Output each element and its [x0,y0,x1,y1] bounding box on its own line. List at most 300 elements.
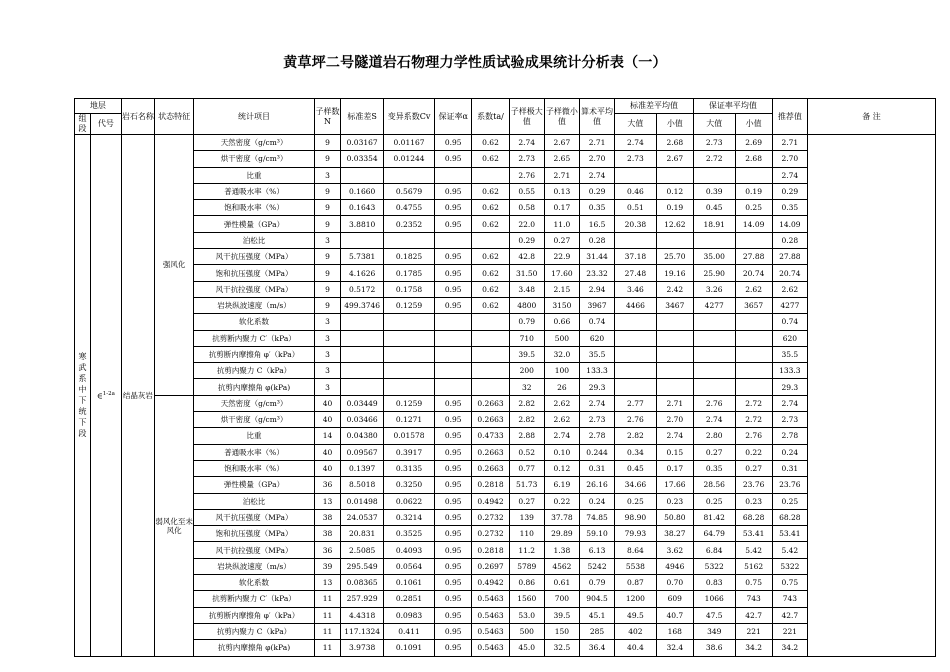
guarantee-rate-cell: 0.95 [435,135,472,151]
stat-item-cell: 天然密度（g/cm³） [194,135,314,151]
sub-min-cell: 500 [544,330,579,346]
sub-count-cell: 40 [314,395,341,411]
coef-ta-cell: 0.62 [472,249,509,265]
std-mean-big-cell: 2.76 [615,412,657,428]
sub-min-cell: 0.61 [544,575,579,591]
cv-cell: 0.1091 [383,640,434,656]
guar-mean-big-cell: 2.72 [693,151,735,167]
std-mean-big-cell: 2.73 [615,151,657,167]
sub-max-cell: 32 [509,379,544,395]
std-mean-big-cell: 5538 [615,558,657,574]
table-row [75,330,936,346]
sub-min-cell: 2.15 [544,281,579,297]
recommended-cell: 29.3 [772,379,807,395]
stat-item-cell: 饱和吸水率（%） [194,200,314,216]
coef-ta-cell [472,232,509,248]
std-mean-big-cell [615,363,657,379]
sub-min-cell: 3150 [544,297,579,313]
cv-cell [383,314,434,330]
std-dev-cell: 0.08365 [341,575,384,591]
guarantee-rate-cell: 0.95 [435,591,472,607]
stat-item-cell: 弹性模量（GPa） [194,477,314,493]
code-cell [90,135,121,657]
cv-cell: 0.2851 [383,591,434,607]
sub-count-cell: 9 [314,249,341,265]
arith-mean-cell: 5242 [579,558,614,574]
stat-item-cell: 抗剪断内聚力 C′（kPa） [194,330,314,346]
std-dev-cell: 0.09567 [341,444,384,460]
sub-count-cell: 11 [314,607,341,623]
sub-max-cell: 0.79 [509,314,544,330]
recommended-cell: 27.88 [772,249,807,265]
arith-mean-cell: 0.74 [579,314,614,330]
sub-count-cell: 9 [314,265,341,281]
stat-item-cell: 比重 [194,428,314,444]
sub-max-cell: 51.73 [509,477,544,493]
guar-mean-small-cell: 2.76 [735,428,772,444]
std-mean-small-cell: 168 [656,623,693,639]
table-row [75,542,936,558]
guar-mean-big-cell: 47.5 [693,607,735,623]
coef-ta-cell [472,167,509,183]
cv-cell: 0.3250 [383,477,434,493]
sub-min-cell: 11.0 [544,216,579,232]
sub-max-cell: 2.76 [509,167,544,183]
sub-count-cell: 9 [314,297,341,313]
std-mean-big-cell: 37.18 [615,249,657,265]
std-mean-big-cell [615,314,657,330]
recommended-cell: 743 [772,591,807,607]
std-mean-big-cell: 2.74 [615,135,657,151]
std-mean-small-cell: 0.23 [656,493,693,509]
guar-mean-small-cell: 5.42 [735,542,772,558]
header-coef-ta: 系数ta/ [472,99,509,135]
table-row [75,591,936,607]
coef-ta-cell: 0.62 [472,183,509,199]
coef-ta-cell: 0.2732 [472,509,509,525]
std-mean-big-cell: 0.45 [615,460,657,476]
std-mean-small-cell: 0.15 [656,444,693,460]
coef-ta-cell: 0.62 [472,216,509,232]
coef-ta-cell [472,330,509,346]
recommended-cell: 2.70 [772,151,807,167]
std-mean-small-cell [656,314,693,330]
cv-cell: 0.411 [383,623,434,639]
std-mean-big-cell: 8.64 [615,542,657,558]
coef-ta-cell [472,379,509,395]
sub-count-cell: 9 [314,151,341,167]
header-arith-mean: 算术平均值 [579,99,614,135]
coef-ta-cell: 0.62 [472,151,509,167]
guar-mean-big-cell: 0.83 [693,575,735,591]
recommended-cell: 2.62 [772,281,807,297]
std-mean-big-cell [615,346,657,362]
recommended-cell: 20.74 [772,265,807,281]
header-group: 组段 [75,114,91,135]
sub-min-cell: 2.65 [544,151,579,167]
std-mean-big-cell: 0.46 [615,183,657,199]
sub-max-cell: 500 [509,623,544,639]
cv-cell: 0.1061 [383,575,434,591]
std-mean-small-cell [656,167,693,183]
guarantee-rate-cell: 0.95 [435,493,472,509]
cv-cell [383,330,434,346]
std-mean-big-cell: 40.4 [615,640,657,656]
cv-cell: 0.3525 [383,526,434,542]
code-superscript: a [111,390,115,397]
sub-count-cell: 9 [314,183,341,199]
recommended-cell: 2.78 [772,428,807,444]
cv-cell: 0.0564 [383,558,434,574]
sub-min-cell: 17.60 [544,265,579,281]
coef-ta-cell: 0.5463 [472,607,509,623]
stat-item-cell: 饱和吸水率（%） [194,460,314,476]
stat-item-cell: 比重 [194,167,314,183]
recommended-cell: 0.31 [772,460,807,476]
guar-mean-big-cell: 1066 [693,591,735,607]
guar-mean-big-cell: 5322 [693,558,735,574]
sub-count-cell: 3 [314,314,341,330]
guar-mean-big-cell: 2.74 [693,412,735,428]
header-guarantee-rate: 保证率α [435,99,472,135]
guar-mean-small-cell: 14.09 [735,216,772,232]
guar-mean-big-cell: 0.35 [693,460,735,476]
cv-cell: 0.1758 [383,281,434,297]
guarantee-rate-cell: 0.95 [435,200,472,216]
cv-cell: 0.0983 [383,607,434,623]
guarantee-rate-cell: 0.95 [435,281,472,297]
std-mean-small-cell [656,330,693,346]
guarantee-rate-cell: 0.95 [435,428,472,444]
stat-item-cell: 抗剪内聚力 C（kPa） [194,363,314,379]
stat-item-cell: 抗剪断内聚力 C′（kPa） [194,591,314,607]
guarantee-rate-cell [435,346,472,362]
guar-mean-big-cell [693,232,735,248]
table-row [75,558,936,574]
coef-ta-cell: 0.2697 [472,558,509,574]
arith-mean-cell: 16.5 [579,216,614,232]
std-dev-cell: 0.5172 [341,281,384,297]
guar-mean-small-cell [735,314,772,330]
cv-cell: 0.01244 [383,151,434,167]
coef-ta-cell: 0.62 [472,200,509,216]
std-mean-big-cell: 2.82 [615,428,657,444]
sub-count-cell: 3 [314,346,341,362]
sub-max-cell: 2.82 [509,395,544,411]
coef-ta-cell: 0.4942 [472,575,509,591]
std-mean-small-cell: 3.62 [656,542,693,558]
guar-mean-big-cell: 0.27 [693,444,735,460]
guar-mean-small-cell: 221 [735,623,772,639]
header-guar-big: 大值 [693,114,735,135]
sub-max-cell: 2.73 [509,151,544,167]
std-mean-small-cell [656,232,693,248]
coef-ta-cell: 0.62 [472,281,509,297]
recommended-cell: 42.7 [772,607,807,623]
sub-count-cell: 9 [314,135,341,151]
std-dev-cell [341,379,384,395]
std-mean-big-cell: 1200 [615,591,657,607]
arith-mean-cell: 2.74 [579,395,614,411]
std-mean-small-cell: 609 [656,591,693,607]
sub-count-cell: 38 [314,526,341,542]
arith-mean-cell: 3967 [579,297,614,313]
guar-mean-small-cell: 0.25 [735,200,772,216]
recommended-cell: 53.41 [772,526,807,542]
cv-cell: 0.3917 [383,444,434,460]
coef-ta-cell: 0.2818 [472,477,509,493]
guarantee-rate-cell: 0.95 [435,265,472,281]
arith-mean-cell: 133.3 [579,363,614,379]
guar-mean-big-cell [693,167,735,183]
stat-item-cell: 弹性模量（GPa） [194,216,314,232]
std-dev-cell: 0.04380 [341,428,384,444]
std-mean-big-cell: 2.77 [615,395,657,411]
guar-mean-big-cell [693,330,735,346]
arith-mean-cell: 2.73 [579,412,614,428]
guar-mean-small-cell: 42.7 [735,607,772,623]
coef-ta-cell: 0.2663 [472,444,509,460]
std-dev-cell [341,314,384,330]
arith-mean-cell: 0.28 [579,232,614,248]
sub-count-cell: 9 [314,216,341,232]
guar-mean-small-cell: 34.2 [735,640,772,656]
sub-max-cell: 139 [509,509,544,525]
guar-mean-big-cell [693,363,735,379]
recommended-cell: 0.25 [772,493,807,509]
guar-mean-small-cell [735,379,772,395]
table-row [75,363,936,379]
guarantee-rate-cell: 0.95 [435,395,472,411]
sub-count-cell: 9 [314,200,341,216]
std-mean-big-cell: 0.87 [615,575,657,591]
stat-item-cell: 抗剪内摩擦角 φ(kPa) [194,640,314,656]
guar-mean-big-cell: 28.56 [693,477,735,493]
coef-ta-cell: 0.62 [472,135,509,151]
table-row [75,477,936,493]
table-row [75,297,936,313]
sub-max-cell: 42.8 [509,249,544,265]
std-dev-cell [341,363,384,379]
coef-ta-cell [472,314,509,330]
guar-mean-small-cell: 20.74 [735,265,772,281]
sub-max-cell: 0.29 [509,232,544,248]
coef-ta-cell: 0.62 [472,265,509,281]
std-dev-cell [341,330,384,346]
sub-min-cell: 100 [544,363,579,379]
guarantee-rate-cell: 0.95 [435,623,472,639]
header-code: 代号 [90,114,121,135]
statistics-table [74,98,936,657]
guarantee-rate-cell: 0.95 [435,412,472,428]
header-stat-item: 统计项目 [194,99,314,135]
sub-max-cell: 1560 [509,591,544,607]
sub-min-cell: 32.5 [544,640,579,656]
cv-cell: 0.3214 [383,509,434,525]
guar-mean-small-cell: 0.19 [735,183,772,199]
table-row [75,232,936,248]
cv-cell: 0.1785 [383,265,434,281]
cv-cell: 0.01578 [383,428,434,444]
sub-min-cell: 29.89 [544,526,579,542]
table-row [75,575,936,591]
sub-min-cell: 0.17 [544,200,579,216]
guarantee-rate-cell: 0.95 [435,460,472,476]
header-cv: 变异系数Cv [383,99,434,135]
cv-cell [383,346,434,362]
header-std-big: 大值 [615,114,657,135]
sub-max-cell: 0.58 [509,200,544,216]
std-mean-small-cell: 2.42 [656,281,693,297]
guar-mean-big-cell: 2.76 [693,395,735,411]
sub-count-cell: 38 [314,509,341,525]
guar-mean-small-cell [735,346,772,362]
stat-item-cell: 风干抗拉强度（MPa） [194,542,314,558]
sub-max-cell: 2.82 [509,412,544,428]
guar-mean-small-cell: 0.75 [735,575,772,591]
guar-mean-big-cell: 349 [693,623,735,639]
guar-mean-big-cell: 0.25 [693,493,735,509]
cv-cell [383,363,434,379]
guar-mean-small-cell: 53.41 [735,526,772,542]
guar-mean-small-cell [735,363,772,379]
coef-ta-cell: 0.2663 [472,460,509,476]
recommended-cell: 2.74 [772,395,807,411]
std-mean-big-cell: 27.48 [615,265,657,281]
recommended-cell: 133.3 [772,363,807,379]
sub-min-cell: 4562 [544,558,579,574]
arith-mean-cell: 2.71 [579,135,614,151]
sub-count-cell: 36 [314,542,341,558]
guar-mean-small-cell: 743 [735,591,772,607]
guarantee-rate-cell [435,330,472,346]
guar-mean-big-cell [693,314,735,330]
std-mean-small-cell: 0.17 [656,460,693,476]
header-std-small: 小值 [656,114,693,135]
std-dev-cell: 0.03167 [341,135,384,151]
table-row [75,493,936,509]
sub-max-cell: 2.74 [509,135,544,151]
header-sub-min: 子样微小值 [544,99,579,135]
guar-mean-big-cell: 25.90 [693,265,735,281]
stat-item-cell: 岩块纵波速度（m/s） [194,558,314,574]
coef-ta-cell: 0.2818 [472,542,509,558]
arith-mean-cell: 26.16 [579,477,614,493]
guarantee-rate-cell: 0.95 [435,542,472,558]
sub-max-cell: 200 [509,363,544,379]
arith-mean-cell: 23.32 [579,265,614,281]
coef-ta-cell: 0.5463 [472,591,509,607]
guar-mean-small-cell: 2.72 [735,395,772,411]
sub-min-cell: 6.19 [544,477,579,493]
recommended-cell: 620 [772,330,807,346]
recommended-cell: 4277 [772,297,807,313]
std-mean-small-cell: 17.66 [656,477,693,493]
std-dev-cell: 24.0537 [341,509,384,525]
guar-mean-big-cell: 3.26 [693,281,735,297]
recommended-cell: 23.76 [772,477,807,493]
sub-count-cell: 13 [314,493,341,509]
sub-count-cell: 9 [314,281,341,297]
recommended-cell: 68.28 [772,509,807,525]
std-mean-small-cell: 2.70 [656,412,693,428]
guar-mean-big-cell: 2.73 [693,135,735,151]
table-row [75,623,936,639]
cv-cell: 0.1825 [383,249,434,265]
header-stratum: 地层 [75,99,122,114]
cv-cell: 0.4755 [383,200,434,216]
sub-min-cell: 700 [544,591,579,607]
std-dev-cell: 4.4318 [341,607,384,623]
sub-max-cell: 53.0 [509,607,544,623]
guarantee-rate-cell: 0.95 [435,477,472,493]
table-row [75,607,936,623]
sub-max-cell: 22.0 [509,216,544,232]
cv-cell: 0.1271 [383,412,434,428]
table-row [75,509,936,525]
guarantee-rate-cell: 0.95 [435,151,472,167]
std-mean-big-cell: 20.38 [615,216,657,232]
guarantee-rate-cell: 0.95 [435,249,472,265]
table-row [75,249,936,265]
guarantee-rate-cell: 0.95 [435,183,472,199]
std-mean-big-cell: 3.46 [615,281,657,297]
sub-min-cell: 1.38 [544,542,579,558]
header-remark: 备 注 [807,99,935,135]
std-mean-big-cell: 402 [615,623,657,639]
std-mean-big-cell: 0.34 [615,444,657,460]
sub-count-cell: 40 [314,460,341,476]
guar-mean-small-cell: 5162 [735,558,772,574]
arith-mean-cell: 0.35 [579,200,614,216]
table-row [75,200,936,216]
stat-item-cell: 岩块纵波速度（m/s） [194,297,314,313]
recommended-cell: 34.2 [772,640,807,656]
sub-count-cell: 40 [314,412,341,428]
std-mean-small-cell: 2.68 [656,135,693,151]
std-dev-cell: 8.5018 [341,477,384,493]
std-mean-big-cell: 49.5 [615,607,657,623]
arith-mean-cell: 620 [579,330,614,346]
guar-mean-small-cell: 2.69 [735,135,772,151]
recommended-cell: 0.35 [772,200,807,216]
stat-item-cell: 风干抗拉强度（MPa） [194,281,314,297]
std-dev-cell [341,167,384,183]
std-mean-small-cell: 32.4 [656,640,693,656]
sub-min-cell: 2.71 [544,167,579,183]
sub-max-cell: 0.77 [509,460,544,476]
arith-mean-cell: 0.31 [579,460,614,476]
std-dev-cell: 499.3746 [341,297,384,313]
guar-mean-small-cell: 2.72 [735,412,772,428]
std-mean-small-cell: 2.67 [656,151,693,167]
coef-ta-cell: 0.4733 [472,428,509,444]
guarantee-rate-cell: 0.95 [435,640,472,656]
std-mean-small-cell: 4946 [656,558,693,574]
guar-mean-big-cell [693,379,735,395]
recommended-cell: 5.42 [772,542,807,558]
header-guar-small: 小值 [735,114,772,135]
sub-min-cell: 0.66 [544,314,579,330]
table-row [75,444,936,460]
arith-mean-cell: 74.85 [579,509,614,525]
recommended-cell: 2.71 [772,135,807,151]
table-row [75,265,936,281]
arith-mean-cell: 59.10 [579,526,614,542]
stat-item-cell: 抗剪内聚力 C（kPa） [194,623,314,639]
arith-mean-cell: 0.79 [579,575,614,591]
recommended-cell: 2.73 [772,412,807,428]
